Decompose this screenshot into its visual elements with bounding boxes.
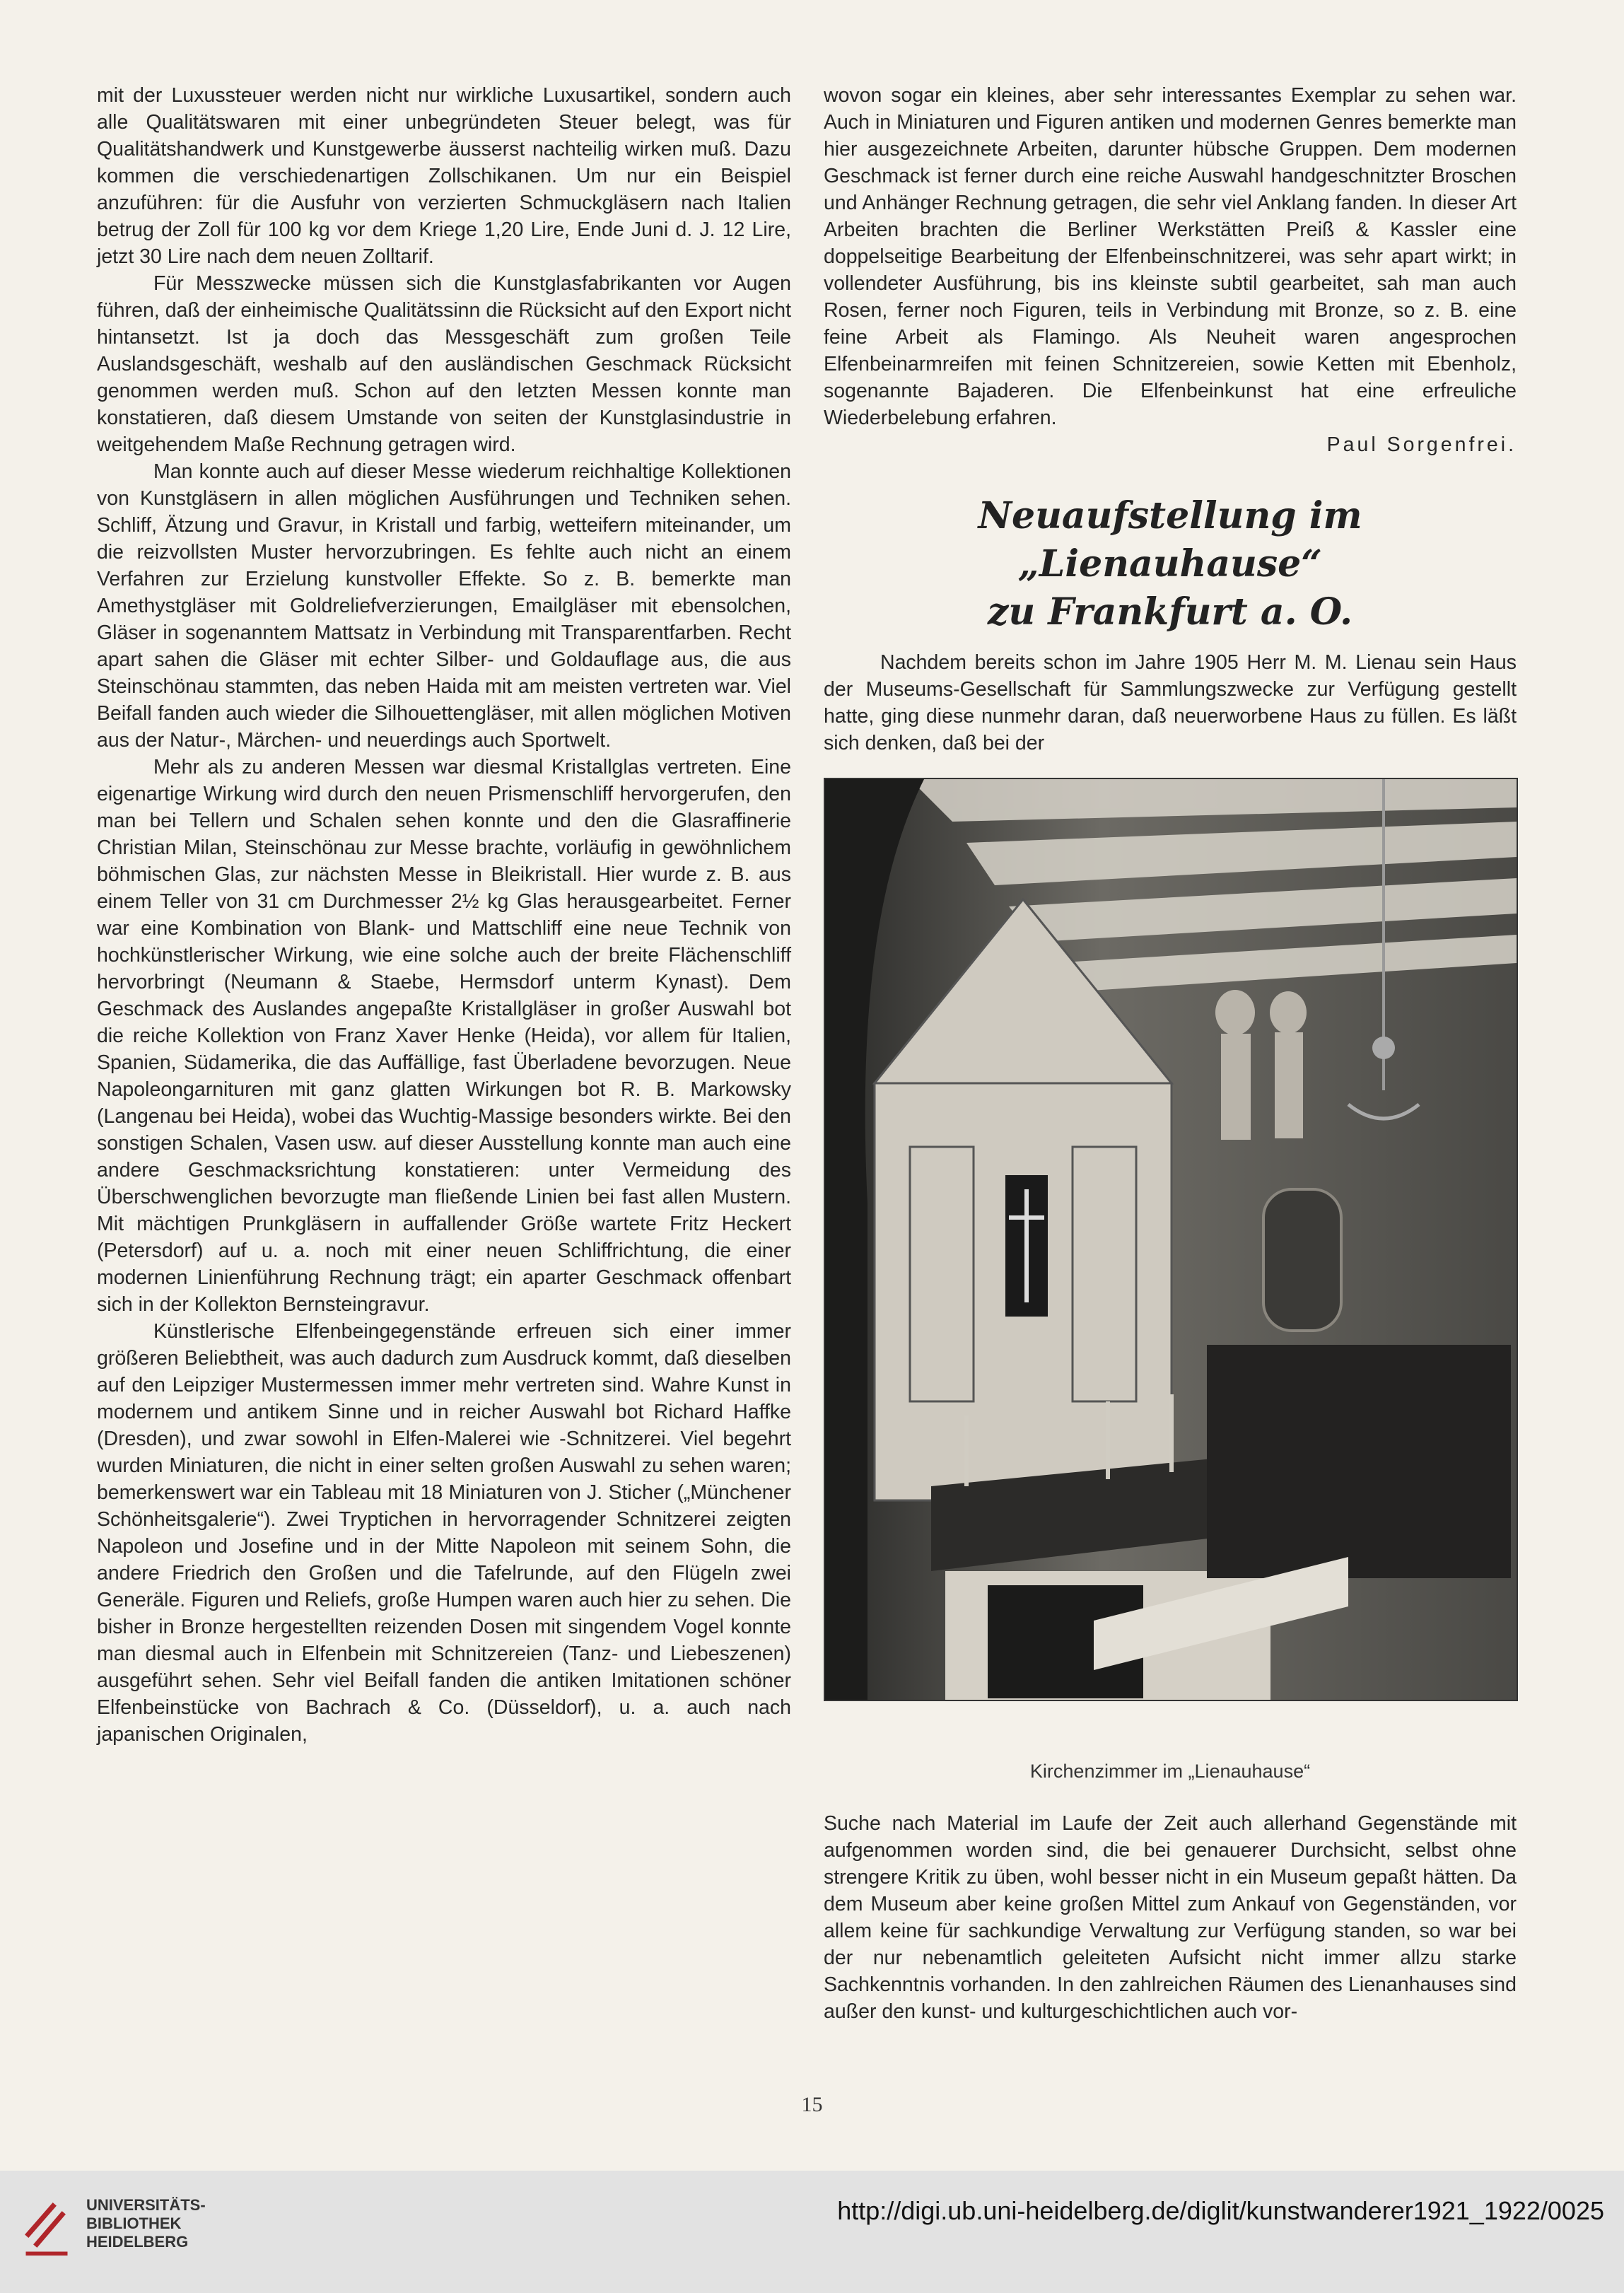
university-library-logo[interactable]: [21, 2192, 206, 2256]
paragraph: Für Messzwecke müssen sich die Kunstglasfabrikanten vor Augen führen, daß der einheimische Qualitätssinn die Rücksicht auf den Export nicht hintansetzt. Ist ja doch das Messgeschäft zum großen Teile Auslandsgeschäft, weshalb auf den ausländischen Geschmack Rücksicht genommen werden muß. Schon auf den letzten Messen konnte man konstatieren, daß diesem Umstande von seiten der Kunstglasindustrie in weitgehendem Maße Rechnung getragen wird.: [97, 272, 791, 456]
page-number: 15: [801, 2093, 823, 2116]
church-room-photo: [824, 778, 1518, 1701]
viewer-footer: [0, 2171, 1624, 2293]
logo-text-line-1: UNIVERSITÄTS-: [86, 2196, 206, 2214]
library-name: [86, 2196, 206, 2251]
paragraph: wovon sogar ein kleines, aber sehr interessantes Exemplar zu sehen war. Auch in Miniaturen und Figuren antiken und modernen Genres bemerkte man hier ausgezeichnete Arbeiten, darunter hübsche Gruppen. Dem modernen Geschmack ist ferner durch eine reiche Auswahl handgeschnitzter Broschen und Anhänger Rechnung getragen, die sehr viel Anklang fanden. In dieser Art Arbeiten brachten die Berliner Werkstätten Preiß & Kassler eine doppelseitige Bearbeitung der Elfenbeinschnitzerei, was sehr apart wirkt; in vollendeter Ausführung, bis ins kleinste subtil gearbeitet, sah man auch Rosen, ferner noch Figuren, teils in Verbindung mit Bronze, so z. B. eine feine Arbeit als Flamingo. Als Neuheit waren angesprochen Elfenbeinarmreifen mit feinen Schnitzereien, sowie Ketten mit Ebenholz, sogenannte Bajaderen. Die Elfenbeinkunst hat eine erfreuliche Wiederbelebung erfahren.: [824, 84, 1517, 429]
left-column: [97, 82, 791, 1748]
right-column: [824, 82, 1517, 757]
paragraph: Künstlerische Elfenbeingegenstände erfreuen sich einer immer größeren Beliebtheit, was auch dadurch zum Ausdruck kommt, daß dieselben auf den Leipziger Mustermessen immer mehr vertreten sind. Wahre Kunst in modernem und antikem Sinne und in reicher Auswahl bot Richard Haffke (Dresden), und zwar sowohl in Elfen-Malerei wie -Schnitzerei. Viel begehrt wurden Miniaturen, die nicht in einer selten großen Auswahl zu sehen waren; bemerkenswert war ein Tableau mit 18 Miniaturen von J. Sticher („Münchener Schönheitsgalerie“). Zwei Tryptichen in hervorragender Schnitzerei zeigten Napoleon und Josefine und in der Mitte Napoleon mit seinem Sohn, die andere Friedrich den Großen und die Tafelrunde, auf den Flügeln zwei Generäle. Figuren und Reliefs, große Humpen waren auch hier zu sehen. Die bisher in Bronze hergestellten reizenden Dosen mit singendem Vogel konnte man diesmal auch in Elfenbein mit Schnitzereien (Tanz- und Liebeszenen) ausgeführt sehen. Sehr viel Beifall fanden die antiken Imitationen schöner Elfenbeinstücke von Bachrach & Co. (Düsseldorf), u. a. auch nach japanischen Originalen,: [97, 1320, 791, 1746]
heading-line-1: Neuaufstellung im „Lienauhause“: [978, 494, 1362, 585]
library-logo-icon: [21, 2192, 71, 2256]
right-column-continued: [824, 1810, 1517, 2025]
article-heading: [824, 492, 1517, 636]
paragraph: Man konnte auch auf dieser Messe wiederum reichhaltige Kollektionen von Kunstgläsern in allen möglichen Ausführungen und Techniken sehen. Schliff, Ätzung und Gravur, in Kristall und farbig, wetteifern miteinander, um die reizvollsten Muster hervorzubringen. Es fehlte auch nicht an einem Verfahren zur Erzielung kunstvoller Effekte. So z. B. bemerkte man Amethystgläser mit Goldreliefverzierungen, Emailgläser mit ebensolchen, Gläser in sogenanntem Mattsatz in Verbindung mit Transparentfarben. Recht apart sahen die Gläser mit echter Silber- und Goldauflage aus, die aus Steinschönau stammten, das neben Haida mit am meisten vertreten war. Viel Beifall fanden auch wieder die Silhouettengläser, mit allen möglichen Motiven aus der Natur-, Märchen- und neuerdings auch Sportwelt.: [97, 460, 791, 752]
heading-line-2: zu Frankfurt a. O.: [987, 590, 1353, 634]
permalink-url[interactable]: http://digi.ub.uni-heidelberg.de/diglit/kunstwanderer1921_1922/0025: [837, 2196, 1604, 2225]
paragraph: Suche nach Material im Laufe der Zeit auch allerhand Gegenstände mit aufgenommen worden sind, die bei genauerer Durchsicht, selbst ohne strengere Kritik zu üben, wohl besser nicht in ein Museum gepaßt hätten. Da dem Museum aber keine großen Mittel zum Ankauf von Gegenständen, vor allem keine für sachkundige Verwaltung zur Verfügung standen, so war bei der nur nebenamtlich geleiteten Aufsicht nicht immer allzu starke Sachkenntnis vorhanden. In den zahlreichen Räumen des Lienanhauses sind außer den kunst- und kulturgeschichtlichen auch vor-: [824, 1812, 1517, 2023]
author-signature: Paul Sorgenfrei.: [1326, 433, 1517, 456]
paragraph: Nachdem bereits schon im Jahre 1905 Herr M. M. Lienau sein Haus der Museums-Gesellschaft für Sammlungszwecke zur Verfügung gestellt hatte, ging diese nunmehr daran, daß neuerworbene Haus zu füllen. Es läßt sich denken, daß bei der: [824, 651, 1517, 754]
paragraph: Mehr als zu anderen Messen war diesmal Kristallglas vertreten. Eine eigenartige Wirkung wird durch den neuen Prismenschliff hervorgerufen, den man bei Tellern und Schalen sehen konnte und den die Glasraffinerie Christian Milan, Steinschönau zur Messe brachte, vorläufig in gewöhnlichem böhmischen Glas, zur nächsten Messe in Bleikristall. Hier wurde z. B. aus einem Teller von 31 cm Durchmesser 2½ kg Glas herausgearbeitet. Ferner war eine Kombination von Blank- und Mattschliff eine neue Technik von hochkünstlerischer Wirkung, wie eine solche auch der breite Flächenschliff hervorbringt (Neumann & Staebe, Hermsdorf unterm Kynast). Dem Geschmack des Auslandes angepaßte Kristallgläser in großer Auswahl bot die reiche Kollektion von Franz Xaver Henke (Heida), vor allem für Italien, Spanien, Südamerika, die das Auffällige, fast Überladene bevorzugen. Neue Napoleongarnituren mit ganz glatten Wirkungen bot R. B. Markowsky (Langenau bei Heida), wobei das Wuchtig-Massige besonders wirkte. Bei den sonstigen Schalen, Vasen usw. auf dieser Ausstellung konnte man auch eine andere Geschmacksrichtung konstatieren: unter Vermeidung des Überschwenglichen bevorzugte man fließende Linien bei fast allen Mustern. Mit mächtigen Prunkgläsern in auffallender Größe wartete Fritz Heckert (Petersdorf) auf u. a. noch mit einer neuen Schliffrichtung, die einer modernen Linienführung Rechnung trägt; ein aparter Geschmack offenbart sich in der Kollekton Bernsteingravur.: [97, 756, 791, 1316]
photo-illustration: [825, 779, 1517, 1700]
paragraph: mit der Luxussteuer werden nicht nur wirkliche Luxusartikel, sondern auch alle Qualitätswaren mit einer unbegründeten Steuer belegt, was für Qualitätshandwerk und Kunstgewerbe äusserst nachteilig wirken muß. Dazu kommen die verschiedenartigen Zollschikanen. Um nur ein Beispiel anzuführen: für die Ausfuhr von verzierten Schmuckgläsern nach Italien betrug der Zoll für 100 kg vor dem Kriege 1,20 Lire, Ende Juni d. J. 12 Lire, jetzt 30 Lire nach dem neuen Zolltarif.: [97, 84, 791, 268]
photo-caption: Kirchenzimmer im „Lienauhause“: [1029, 1761, 1311, 1782]
logo-text-line-3: HEIDELBERG: [86, 2233, 189, 2251]
logo-text-line-2: BIBLIOTHEK: [86, 2215, 182, 2232]
